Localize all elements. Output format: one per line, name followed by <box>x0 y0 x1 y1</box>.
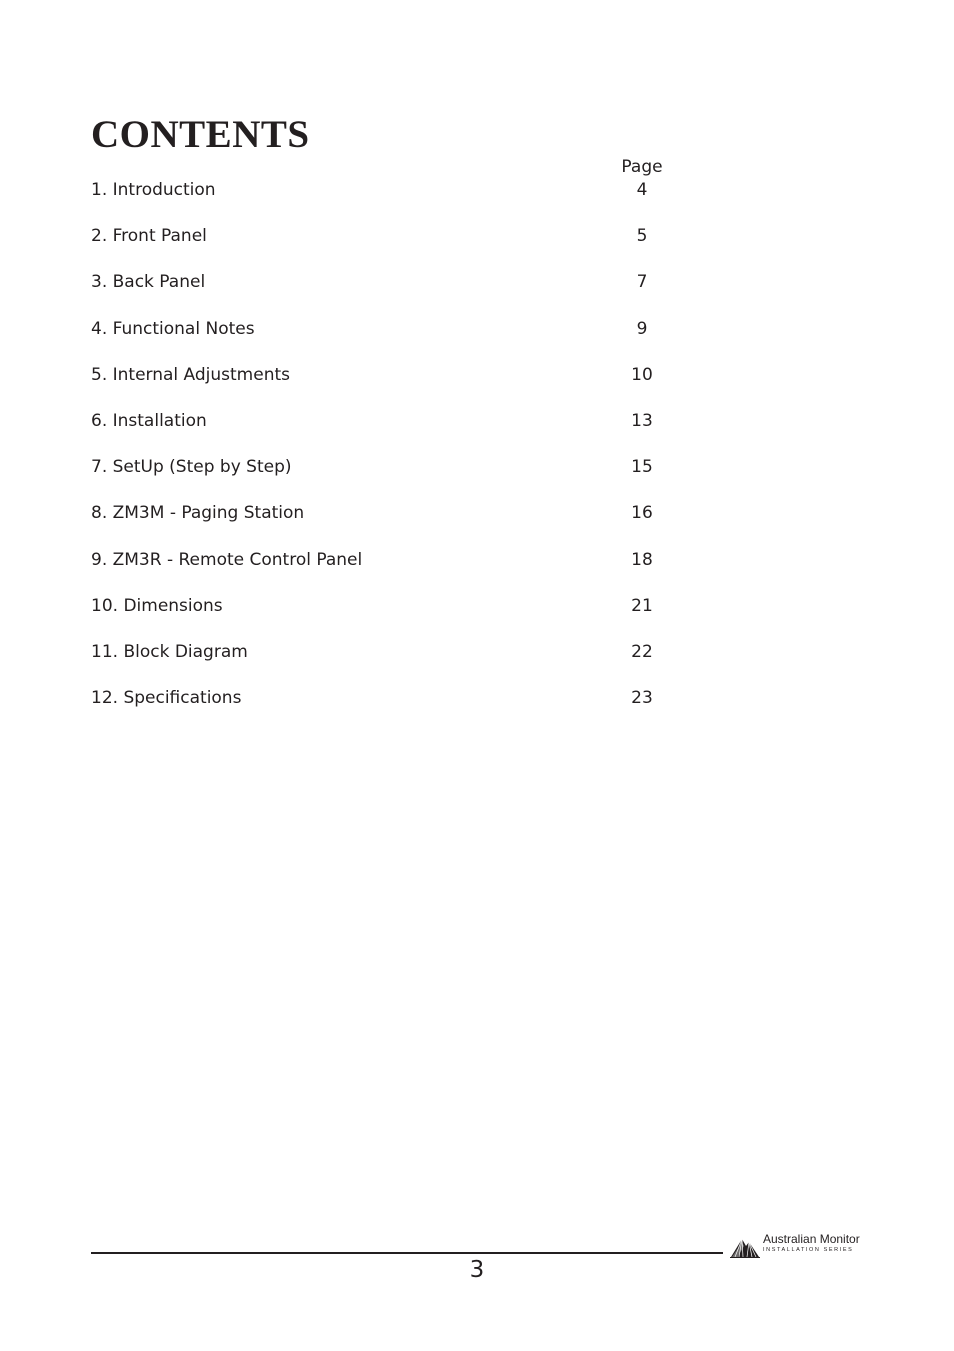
page-title: CONTENTS <box>91 113 310 156</box>
toc-entry <box>91 595 691 641</box>
toc-entry-label: 11. Block Diagram <box>91 641 248 662</box>
toc-entry <box>91 687 691 733</box>
toc-entry <box>91 271 691 317</box>
toc-entry-label: 1. Introduction <box>91 180 216 200</box>
toc-entry-label: 10. Dimensions <box>91 595 223 616</box>
toc-entry-page: 13 <box>631 410 653 431</box>
toc-entry-page: 4 <box>636 180 648 200</box>
toc-entry <box>91 225 691 271</box>
toc-entry-page: 16 <box>631 503 653 524</box>
toc-entry-label: 8. ZM3M - Paging Station <box>91 503 305 524</box>
toc-entry <box>91 179 691 225</box>
toc-entry-label: 2. Front Panel <box>91 226 207 247</box>
australian-monitor-logo-icon <box>730 1234 760 1258</box>
toc-entry-page: 18 <box>631 549 653 570</box>
toc-entry <box>91 364 691 410</box>
toc-entry <box>91 456 691 502</box>
table-of-contents <box>91 179 691 733</box>
toc-entry-label: 9. ZM3R - Remote Control Panel <box>91 549 363 570</box>
toc-entry-label: 7. SetUp (Step by Step) <box>91 457 292 478</box>
toc-entry-page: 7 <box>636 272 648 293</box>
toc-entry-page: 22 <box>631 641 653 662</box>
footer-divider <box>91 1252 723 1254</box>
page-column-header: Page <box>621 157 663 177</box>
toc-entry-page: 23 <box>631 688 653 709</box>
toc-entry <box>91 410 691 456</box>
toc-entry-label: 12. Specifications <box>91 688 242 709</box>
toc-entry <box>91 502 691 548</box>
toc-entry-label: 4. Functional Notes <box>91 318 255 339</box>
toc-entry-label: 3. Back Panel <box>91 272 206 293</box>
toc-entry-page: 21 <box>631 595 653 616</box>
brand-logo <box>730 1232 870 1260</box>
toc-entry <box>91 549 691 595</box>
toc-entry <box>91 641 691 687</box>
toc-entry-label: 5. Internal Adjustments <box>91 364 291 385</box>
toc-entry-label: 6. Installation <box>91 410 207 431</box>
brand-name: Australian Monitor <box>763 1232 860 1246</box>
toc-entry-page: 5 <box>636 226 648 247</box>
brand-series: INSTALLATION SERIES <box>763 1247 854 1253</box>
toc-entry-page: 9 <box>636 318 648 339</box>
toc-entry-page: 10 <box>631 364 653 385</box>
toc-entry <box>91 318 691 364</box>
toc-entry-page: 15 <box>631 457 653 478</box>
page-number: 3 <box>469 1257 485 1283</box>
